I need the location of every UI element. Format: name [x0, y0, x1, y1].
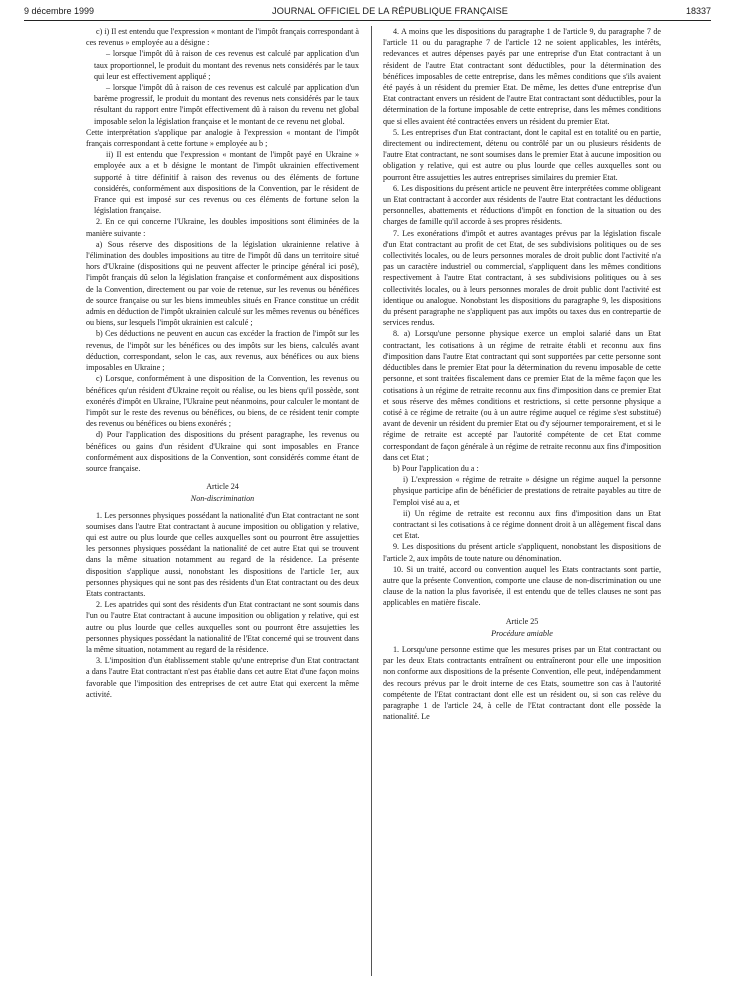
article-subtitle: Non-discrimination: [190, 494, 255, 504]
paragraph: 10. Si un traité, accord ou convention auquel les Etats contractants sont partie, autre que la présente Convention, comporte une clause de non-discrimination ou une clause de la nation la plus favorisée, il est entendu que de telles clauses ne sont pas applicables en matière fiscale.: [383, 564, 661, 608]
paragraph: 8. a) Lorsqu'une personne physique exerce un emploi salarié dans un Etat contractant, les cotisations à un régime de retraite établi et reconnu aux fins d'imposition dans l'autre Etat contractant qui sont supportées par cette personne sont déductibles dans le premier Etat pour la détermination du revenu imposable de cette personne, et sont traitées fiscalement dans ce premier Etat de la même façon que les cotisations à un régime de retraite reconnu aux fins d'imposition dans ce premier Etat et sous réserve des mêmes conditions et restrictions, si cette personne physique a cotisé à ce régime de retraite (ou à un autre régime auquel ce régime s'est substitué) avant de devenir un résident du premier Etat ou d'y séjourner temporairement, et si le régime de retraite est accepté par l'autorité compétente de cet Etat comme correspondant de façon générale à un régime de retraite reconnu aux fins d'imposition dans cet Etat ;: [383, 329, 661, 462]
paragraph: d) Pour l'application des dispositions du présent paragraphe, les revenus ou bénéfices ou gains d'un résident d'Ukraine qui sont imposables en France conformément aux dispositions de la Convention, sont considérés comme étant de source française.: [86, 430, 359, 473]
paragraph: 9. Les dispositions du présent article s'appliquent, nonobstant les dispositions de l'article 2, aux impôts de toute nature ou dénomination.: [383, 542, 661, 563]
paragraph: 3. L'imposition d'un établissement stable qu'une entreprise d'un Etat contractant a dans l'autre Etat contractant n'est pas établie dans cet autre Etat d'une façon moins favorable que l'imposition des entreprises de cet autre Etat qui exercent la même activité.: [86, 656, 359, 699]
article-heading: Article 24: [206, 482, 239, 492]
paragraph: 1. Lorsqu'une personne estime que les mesures prises par un Etat contractant ou par les deux Etats contractants entraînent ou entraîneront pour elle une imposition non conforme aux dispositions de la présente Convention, elle peut, indépendamment des recours prévus par le droit interne de ces Etats, soumettre son cas à l'autorité compétente de l'Etat contractant dont elle est un résident ou, si son cas relève du paragraphe 1 de l'article 24, à celle de l'Etat contractant dont elle possède la nationalité. Le: [383, 644, 661, 722]
paragraph: Cette interprétation s'applique par analogie à l'expression « montant de l'impôt français correspondant à cette fortune » employée au b ;: [86, 127, 359, 149]
paragraph: 1. Les personnes physiques possédant la nationalité d'un Etat contractant ne sont soumises dans l'autre Etat contractant à aucune imposition ou obligation y relative, qui est autre ou plus lourde que celles auxquelles sont ou pourront être assujetties les personnes physiques possédant la nationalité de cet autre Etat qui se trouvent dans la même situation notamment au regard de la résidence. La présente disposition s'applique aussi, nonobstant les dispositions de l'article 1er, aux personnes physiques qui ne sont pas des résidents d'un Etat contractant ou des deux Etats contractants.: [86, 510, 359, 598]
paragraph: 4. A moins que les dispositions du paragraphe 1 de l'article 9, du paragraphe 7 de l'article 11 ou du paragraphe 7 de l'article 12 ne soient applicables, les intérêts, redevances et autres dépenses payés par une entreprise d'un Etat contractant à un résident de l'autre Etat contractant sont déductibles, pour la détermination des bénéfices imposables de cette entreprise, dans les mêmes conditions que s'ils avaient été payés à un résident du premier Etat. De même, les dettes d'une entreprise d'un Etat contractant envers un résident de l'autre Etat contractant sont déductibles, pour la détermination de la fortune imposable de cette entreprise, dans les mêmes conditions que si elles avaient été contractées envers un résident du premier Etat.: [383, 27, 661, 126]
header-page-number: 18337: [685, 6, 711, 16]
paragraph: 2. En ce qui concerne l'Ukraine, les doubles impositions sont éliminées de la manière suivante :: [86, 217, 359, 238]
paragraph: b) Ces déductions ne peuvent en aucun cas excéder la fraction de l'impôt sur les revenus, de l'impôt sur les bénéfices ou des impôts sur les biens, calculés avant déduction, correspondant, selon le cas, aux revenus, aux bénéfices ou aux biens imposables en Ukraine ;: [86, 329, 359, 373]
paragraph: a) Sous réserve des dispositions de la législation ukrainienne relative à l'élimination des doubles impositions au titre de l'impôt dû dans un territoire situé hors d'Ukraine (dispositions qui ne peuvent affecter le principe général ici posé), l'impôt français dû selon la législation française et conformément aux dispositions de la Convention, directement ou par voie de retenue, sur les revenus ou bénéfices de source française ou sur les biens immeubles situés en France constitue un crédit admis en déduction de l'impôt ukrainien calculé sur les mêmes revenus ou bénéfices ou biens, sur lesquels l'impôt ukrainien est calculé ;: [86, 239, 359, 328]
article-subtitle: Procédure amiable: [491, 628, 553, 638]
page-header: [24, 4, 711, 21]
paragraph: i) L'expression « régime de retraite » désigne un régime auquel la personne physique participe afin de bénéficier de prestations de retraite payables au titre de l'emploi visé au a, et: [393, 475, 661, 507]
paragraph: ii) Il est entendu que l'expression « montant de l'impôt payé en Ukraine » employée aux a et b désigne le montant de l'impôt ukrainien effectivement supporté à titre définitif à raison des revenus ou des éléments de fortune considérés, conformément aux dispositions de la Convention, par le résident de France qui est imposé sur ces revenus ou ces éléments de fortune selon la législation française.: [94, 150, 359, 216]
paragraph: b) Pour l'application du a :: [393, 463, 479, 473]
paragraph: c) Lorsque, conformément à une disposition de la Convention, les revenus ou bénéfices qu'un résident d'Ukraine reçoit ou réalise, ou les biens qu'il possède, sont exonérés d'impôt en Ukraine, l'Ukraine peut néanmoins, pour calculer le montant de l'impôt sur le reste des revenus ou bénéfices, ou biens, de ce résident tenir compte des revenus ou bénéfices ou biens exonérés ;: [86, 374, 359, 429]
paragraph: 7. Les exonérations d'impôt et autres avantages prévus par la législation fiscale d'un Etat contractant au profit de cet Etat, de ses subdivisions politiques ou de ses collectivités locales, ou de leurs personnes morales de droit public dont l'activité n'a pas un caractère industriel ou commercial, s'appliquent dans les mêmes conditions respectivement à l'autre Etat contractant, à ses subdivisions politiques ou à ses collectivités locales, ou à leurs personnes morales de droit public dont l'activité est identique ou analogue. Nonobstant les dispositions du paragraphe 9, les dispositions du présent paragraphe ne s'appliquent pas aux impôts ou taxes dus en contrepartie de services rendus.: [383, 228, 661, 328]
left-column: [86, 26, 359, 700]
paragraph: 5. Les entreprises d'un Etat contractant, dont le capital est en totalité ou en partie, directement ou indirectement, détenu ou contrôlé par un ou plusieurs résidents de l'autre Etat contractant, ne sont soumises dans le premier Etat à aucune imposition ou obligation y relative, qui est autre ou plus lourde que celles auxquelles sont ou pourront être assujetties les autres entreprises similaires du premier Etat.: [383, 127, 661, 182]
paragraph: 6. Les dispositions du présent article ne peuvent être interprétées comme obligeant un Etat contractant à accorder aux résidents de l'autre Etat contractant les déductions personnelles, abattements et réductions d'impôt en fonction de la situation ou des charges de famille qu'il accorde à ses propres résidents.: [383, 183, 661, 227]
paragraph: – lorsque l'impôt dû à raison de ces revenus est calculé par application d'un barème progressif, le produit du montant des revenus nets considérés par le taux résultant du rapport entre l'impôt effectivement dû à raison du revenu net global imposable selon la législation française et le montant de ce revenu net global.: [94, 83, 359, 126]
right-column: [383, 26, 661, 722]
header-date: 9 décembre 1999: [24, 6, 95, 16]
column-divider: [371, 26, 372, 976]
paragraph: 2. Les apatrides qui sont des résidents d'un Etat contractant ne sont soumis dans l'un ou l'autre Etat contractant à aucune imposition ou obligation y relative, qui est autre ou plus lourde que celles auxquelles sont ou pourront être assujetties les personnes physiques possédant la nationalité de l'Etat concerné qui se trouvent dans la même situation, notamment au regard de la résidence.: [86, 600, 359, 654]
header-journal-title: JOURNAL OFFICIEL DE LA RÉPUBLIQUE FRANÇAISE: [272, 6, 508, 16]
article-heading: Article 25: [505, 616, 539, 626]
paragraph: c) i) Il est entendu que l'expression « montant de l'impôt français correspondant à ces revenus » employée au a désigne :: [86, 27, 359, 48]
paragraph: – lorsque l'impôt dû à raison de ces revenus est calculé par application d'un taux proportionnel, le produit du montant des revenus nets considérés par le taux qui leur est effectivement appliqué ;: [94, 49, 359, 81]
paragraph: ii) Un régime de retraite est reconnu aux fins d'imposition dans un Etat contractant si les cotisations à ce régime donnent droit à un allègement fiscal dans cet Etat.: [393, 508, 661, 541]
